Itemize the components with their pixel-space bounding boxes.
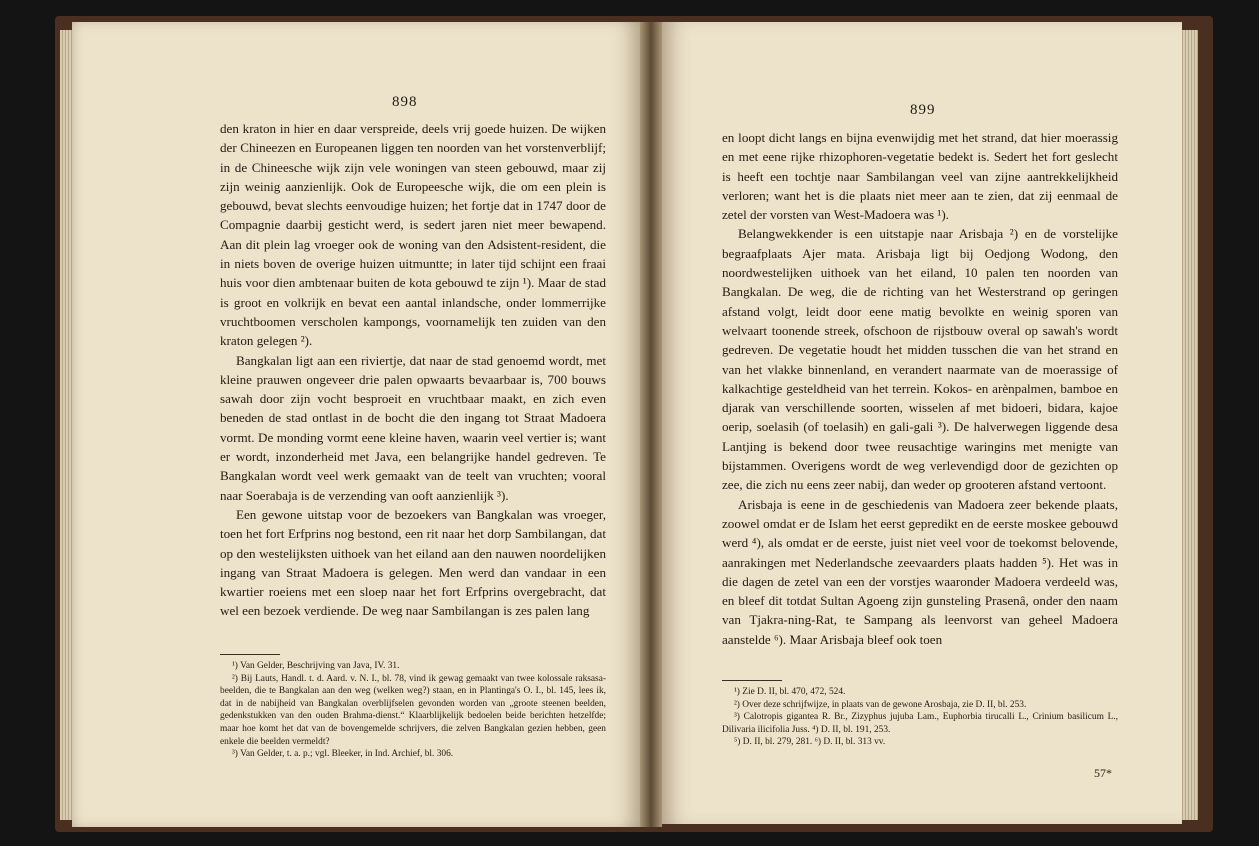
right-footnote-2: ²) Over deze schrijfwijze, in plaats van de gewone Arosbaja, zie D. II, bl. 253. bbox=[734, 699, 1027, 710]
footnote-rule-left bbox=[220, 654, 280, 655]
right-paragraph-2: Belangwekkender is een uitstapje naar Arisbaja ²) en de vorstelijke begraafplaats Ajer mata. Arisbaja ligt bij Oedjong Wodong, den noordwestelijken uithoek van het eiland, 10 palen ten noorden van Bangkalan. De weg, die de richting van het Westerstrand op geringen afstand volgt, leidt door eene matig bevolkte en weinig sporen van welvaart toonende streek, ofschoon de rijstbouw overal op sawah's wordt gedreven. De vegetatie houdt het midden tusschen die van het strand en van het vlakke binnenland, en verandert naarmate van de moerassige of kalkachtige gesteldheid van het terrein. Kokos- en arènpalmen, bamboe en djarak van verschillende soorten, wisselen af met bidoeri, bidara, kajoe oerip, soelasih (of toelasih) en gali-gali ³). De halverwegen liggende desa Lantjing is bekend door twee reusachtige waringins met menigte van bijstammen. Overigens wordt de weg verlevendigd door de gezichten op zee, die zich nu eens zeer nabij, dan weder op grooteren afstand vertoont. bbox=[722, 226, 1118, 493]
right-footnote-1: ¹) Zie D. II, bl. 470, 472, 524. bbox=[734, 687, 846, 697]
left-paragraph-2: Bangkalan ligt aan een riviertje, dat naar de stad genoemd wordt, met kleine prauwen ongeveer drie palen opwaarts bevaarbaar is, 700 bouws sawah door zijn vocht besproeit en vruchtbaar maakt, en zich even beneden de stad ontlast in de bocht die den ingang tot Straat Madoera vormt. De monding vormt eene kleine haven, waarin veel vertier is; want er wordt, inzonderheid met Java, een belangrijke handel gedreven. Te Bangkalan wordt veel werk gemaakt van de teelt van vruchten; vooral naar Soerabaja is de verzending van ooft aanzienlijk ³). bbox=[220, 352, 606, 503]
left-footnotes bbox=[220, 660, 606, 761]
left-paragraph-3: Een gewone uitstap voor de bezoekers van Bangkalan was vroeger, toen het fort Erfprins nog bestond, een rit naar het dorp Sambilangan, dat op den westelijksten uithoek van het eiland aan den nauwen noordelijken ingang van Straat Madoera is gelegen. Men werd dan vandaar in een kwartier roeiens met een sloep naar het fort Erfprins overgebracht, dat wel een bezoek verdiende. De weg naar Sambilangan is zes palen lang bbox=[220, 506, 606, 619]
left-page bbox=[72, 22, 640, 827]
right-page bbox=[662, 22, 1182, 824]
right-footnotes bbox=[722, 686, 1118, 749]
right-footnote-4: ⁵) D. II, bl. 279, 281. ⁶) D. II, bl. 313 vv. bbox=[734, 737, 886, 748]
right-body bbox=[722, 128, 1118, 649]
footnote-rule-right bbox=[722, 680, 782, 681]
signature-mark: 57* bbox=[1094, 766, 1112, 780]
left-footnote-2: ²) Bij Lauts, Handl. t. d. Aard. v. N. I., bl. 78, vind ik gewag gemaakt van twee kolossale raksasa-beelden, die te Bangkalan aan den weg (welken weg?) staan, en in Plantinga's O. I., bl. 145, lees ik, dat in de nabijheid van Bangkalan overblijfselen gevonden worden van „groote steenen beelden, gedenkstukken van den ouden Brahma-dienst.“ Klaarblijkelijk bedoelen beide berichten hetzelfde; maar hoe komt het dat van de bovengemelde schrijvers, die zelven Bangkalan gezien hebben, geen enkele die beelden vermeldt? bbox=[220, 673, 606, 747]
page-edges-right bbox=[1180, 30, 1198, 820]
right-paragraph-3: Arisbaja is eene in de geschiedenis van Madoera zeer bekende plaats, zoowel omdat er de Islam het eerst gepredikt en de eerste moskee gebouwd werd ⁴), als omdat er de eerste, juist niet veel voor de toekomst belovende, aanrakingen met Nederlandsche zeevaarders plaats hadden ⁵). Het was in die dagen de zetel van een der vorstjes waaronder Madoera verdeeld was, en bleef dit totdat Sultan Agoeng zijn gunsteling Prasenâ, onder den naam van Tjakra-ning-Rat, te Sampang als leenvorst van geheel Madoera aanstelde ⁶). Maar Arisbaja bleef ook toen bbox=[722, 496, 1118, 647]
left-footnote-3: ³) Van Gelder, t. a. p.; vgl. Bleeker, in Ind. Archief, bl. 306. bbox=[232, 749, 454, 760]
left-footnote-1: ¹) Van Gelder, Beschrijving van Java, IV. 31. bbox=[232, 661, 400, 671]
right-paragraph-1: en loopt dicht langs en bijna evenwijdig met het strand, dat hier moerassig en met eene rijke rhizophoren-vegetatie bedekt is. Sedert het fort geslecht is heeft een tochtje naar Sambilangan veel van zijne aantrekkelijkheid verloren; want het is die plaats niet meer aan te zien, dat zij eenmaal de zetel der vorsten van West-Madoera was ¹). bbox=[722, 130, 1118, 223]
page-number-left: 898 bbox=[392, 94, 418, 110]
right-footnote-3: ³) Calotropis gigantea R. Br., Zizyphus jujuba Lam., Euphorbia tirucalli L., Crinium basilicum L., Dilivaria ilicifolia Juss. ⁴) D. II, bl. 191, 253. bbox=[722, 712, 1118, 735]
page-number-right: 899 bbox=[910, 102, 936, 118]
left-paragraph-1: den kraton in hier en daar verspreide, deels vrij goede huizen. De wijken der Chineezen en Europeanen liggen ten noorden van het vorstenverblijf; in de Chineesche wijk zijn vele woningen van steen gebouwd, maar zij zijn weinig aanzienlijk. Ook de Europeesche wijk, die om een plein is gebouwd, bevat slechts eenvoudige huizen; het fortje dat in 1747 door de Compagnie daarbij gesticht werd, is sedert jaren niet meer bewapend. Aan dit plein lag vroeger ook de woning van den Adsistent-resident, die in niets boven de overige huizen uitmuntte; in later tijd schijnt een fraai huis voor dien ambtenaar buiten de kota gebouwd te zijn ¹). Maar de stad is groot en volkrijk en bevat een aantal inlandsche, onder lommerrijke vruchtboomen verscholen kampongs, voornamelijk ten zuiden van den kraton gelegen ²). bbox=[220, 121, 606, 349]
book-gutter bbox=[640, 22, 662, 827]
left-body bbox=[220, 119, 606, 621]
